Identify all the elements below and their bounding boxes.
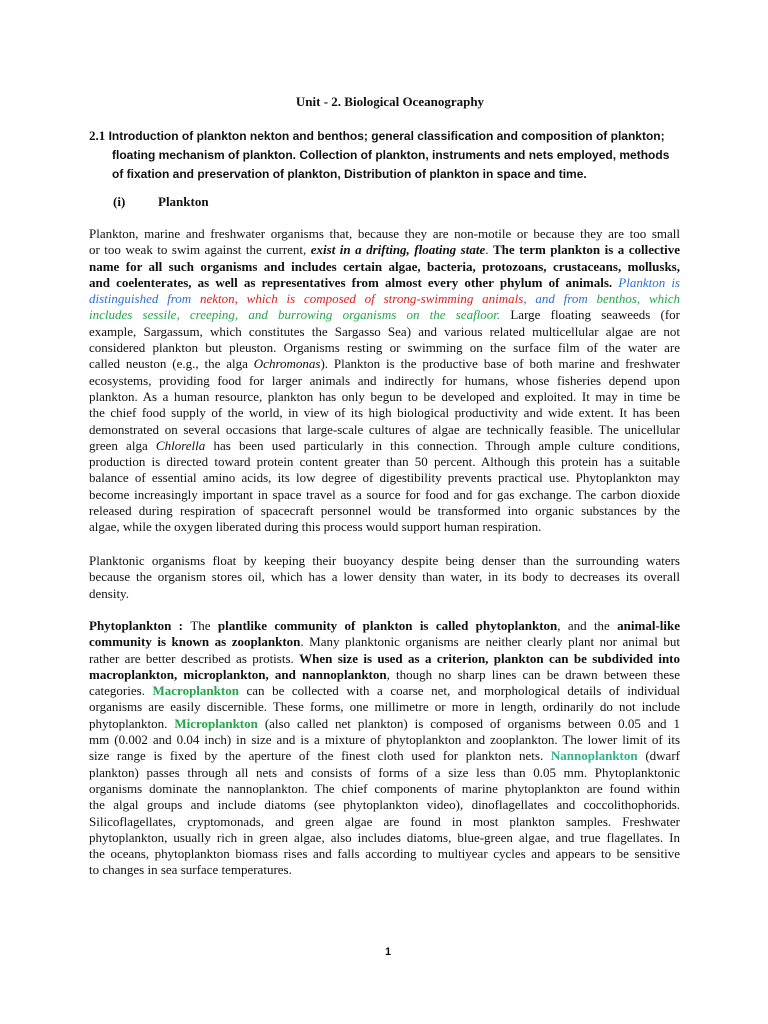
term-macroplankton: Macroplankton — [152, 683, 239, 699]
text-run-blue: distinguished from — [89, 291, 200, 307]
text-run-bold: When size is used as a criterion, plankton can be subdivided into — [299, 650, 680, 666]
text-run: ). Plankton is the productive base of both marine and freshwater — [320, 356, 680, 372]
section-line-3: of fixation and preservation of plankton, Distribution of plankton in space and time. — [112, 167, 587, 181]
paragraph-buoyancy — [89, 553, 680, 602]
p1-line — [89, 438, 680, 454]
page-number: 1 — [384, 946, 392, 958]
text-run-italic: Ochromonas — [253, 356, 321, 372]
text-run: Large floating seaweeds (for — [500, 307, 680, 323]
p1-line: production is directed toward protein content greater than 50 percent. Although this protein has a suitable — [89, 454, 680, 470]
p3-line: phytoplankton, usually rich in green algae, also includes diatoms, blue-green algae, and true flagellates. In — [89, 829, 680, 845]
section-line-2: floating mechanism of plankton. Collection of plankton, instruments and nets employed, methods — [112, 148, 670, 162]
text-run-italic: Chlorella — [155, 437, 206, 453]
text-run-blue: , and from — [523, 291, 597, 307]
p3-line — [89, 716, 680, 732]
paragraph-phytoplankton — [89, 618, 680, 879]
p1-line: balance of essential amino acids, its low degree of digestibility prevents practical use. Phytoplankton may — [89, 470, 680, 486]
text-run-bold: community is known as zooplankton — [89, 634, 301, 650]
term-microplankton: Microplankton — [174, 715, 258, 731]
text-run-bold: plantlike community of plankton is called phytoplankton — [217, 618, 558, 633]
subheading-label: Plankton — [158, 194, 209, 209]
text-run: has been used particularly in this connection. Through ample culture conditions, — [205, 437, 680, 453]
text-run: phytoplankton. — [89, 715, 175, 731]
p1-line: the chief food supply of the world, in view of its high biological productivity and wide extent. It has been — [89, 405, 680, 421]
p1-line — [89, 356, 680, 372]
p1-line: example, Sargassum, which constitutes the Sargasso Sea) and various related multicellular algae are not — [89, 323, 680, 339]
p3-line — [89, 748, 680, 764]
text-run: , though no sharp lines can be drawn between these — [386, 666, 680, 682]
p2-line: density. — [89, 585, 129, 601]
section-heading — [89, 126, 689, 184]
text-run: . — [485, 242, 493, 258]
p3-line: Silicoflagellates, cryptomonads, and green algae are found in most plankton samples. Freshwater — [89, 813, 680, 829]
p1-line: plankton. As a human resource, plankton has only begun to be developed and exploited. It may in time be — [89, 388, 680, 404]
p1-line — [89, 307, 680, 323]
p3-line — [89, 651, 680, 667]
p1-line — [89, 242, 680, 258]
text-run-green: benthos, which — [596, 291, 680, 307]
p1-line: released during respiration of spacecraft personnel would be transformed into organic substances by the — [89, 503, 680, 519]
p2-line: because the organism stores oil, which has a lower density than water, in its body to decreases its overall — [89, 569, 680, 585]
p3-line: mm (0.002 and 0.04 inch) in size and is a mixture of phytoplankton and zooplankton. The lower limit of its — [89, 732, 680, 748]
text-run-green: includes sessile, creeping, and burrowing organisms on the seafloor. — [89, 307, 501, 323]
p3-line: the oceans, phytoplankton biomass rises and falls according to multiyear cycles and appears to be sensitive — [89, 846, 680, 862]
section-text-1: Introduction of plankton nekton and benthos; general classification and composition of plankton; — [108, 129, 665, 143]
text-run: rather are better described as protists. — [89, 650, 300, 666]
text-run: , and the — [557, 618, 618, 633]
text-run: size range is fixed by the aperture of the finest cloth used for plankton nets. — [89, 748, 551, 764]
unit-title: Unit - 2. Biological Oceanography — [295, 94, 485, 109]
p3-line: organisms are easily discernible. These forms, one millimetre or more in length, ordinarily do not include — [89, 699, 680, 715]
p2-line: Planktonic organisms float by keeping their buoyancy despite being denser than the surrounding waters — [89, 553, 680, 568]
p3-line: plankton) passes through all nets and consists of forms of a size less than 0.05 mm. Phytoplanktonic — [89, 764, 680, 780]
p3-line — [89, 634, 680, 650]
text-run-bold-italic: exist in a drifting, floating state — [310, 242, 486, 258]
p1-line — [89, 291, 680, 307]
text-run-red: nekton, which is composed of strong-swimming animals — [199, 291, 524, 307]
term-nannoplankton: Nannoplankton — [550, 748, 638, 764]
p1-line — [89, 275, 680, 291]
text-run: called neuston (e.g., the alga — [89, 356, 254, 372]
p3-line — [89, 683, 680, 699]
p3-line — [89, 667, 680, 683]
text-run-bold: and coelenterates, as well as representatives from almost every other phylum of animals. — [89, 274, 619, 290]
text-run: or too weak to swim against the current, — [89, 242, 311, 258]
p3-line: to changes in sea surface temperatures. — [89, 862, 292, 878]
text-run-bold: animal-like — [617, 618, 680, 633]
paragraph-plankton-intro — [89, 226, 680, 536]
p1-line: name for all such organisms and includes certain algae, bacteria, protozoans, crustaceans, mollusks, — [89, 258, 680, 274]
p1-line: become increasingly important in space travel as a source for food and for gas exchange. The carbon dioxide — [89, 486, 680, 502]
p1-line: Plankton, marine and freshwater organisms that, because they are non-motile or because they are too small — [89, 226, 680, 241]
section-line-1 — [89, 126, 689, 146]
text-run-bold: The term plankton is a collective — [492, 242, 680, 258]
text-run: The — [190, 618, 218, 633]
p1-line: algae, while the oxygen liberated during this process would support human respiration. — [89, 519, 542, 535]
text-run: can be collected with a coarse net, and morphological details of individual — [238, 683, 680, 699]
p3-line: organisms dominate the nannoplankton. The chief components of marine phytoplankton are found within — [89, 780, 680, 796]
p1-line: demonstrated on several occasions that large-scale cultures of algae are technically feasible. The unicellular — [89, 421, 680, 437]
text-run-bold: Phytoplankton : — [89, 618, 191, 633]
p3-line — [89, 618, 680, 634]
subheading-plankton — [113, 194, 209, 210]
text-run: (also called net plankton) is composed of organisms between 0.05 and 1 — [257, 715, 680, 731]
text-run-bold: macroplankton, microplankton, and nannoplankton — [89, 666, 387, 682]
text-run: . Many planktonic organisms are neither clearly plant nor animal but — [300, 634, 680, 650]
text-run: categories. — [89, 683, 153, 699]
text-run-blue: Plankton is — [618, 274, 680, 290]
text-run: green alga — [89, 437, 156, 453]
text-run: (dwarf — [637, 748, 680, 764]
p1-line: ecosystems, providing food for larger animals and indirectly for humans, whose fisheries depend upon — [89, 372, 680, 388]
p3-line: the algal groups and include diatoms (see phytoplankton video), dinoflagellates and coccolithophorids. — [89, 797, 680, 813]
section-number: 2.1 — [89, 128, 106, 143]
subheading-roman: (i) — [113, 194, 126, 209]
p1-line: considered plankton but pleuston. Organisms resting or swimming on the surface film of the water are — [89, 340, 680, 356]
